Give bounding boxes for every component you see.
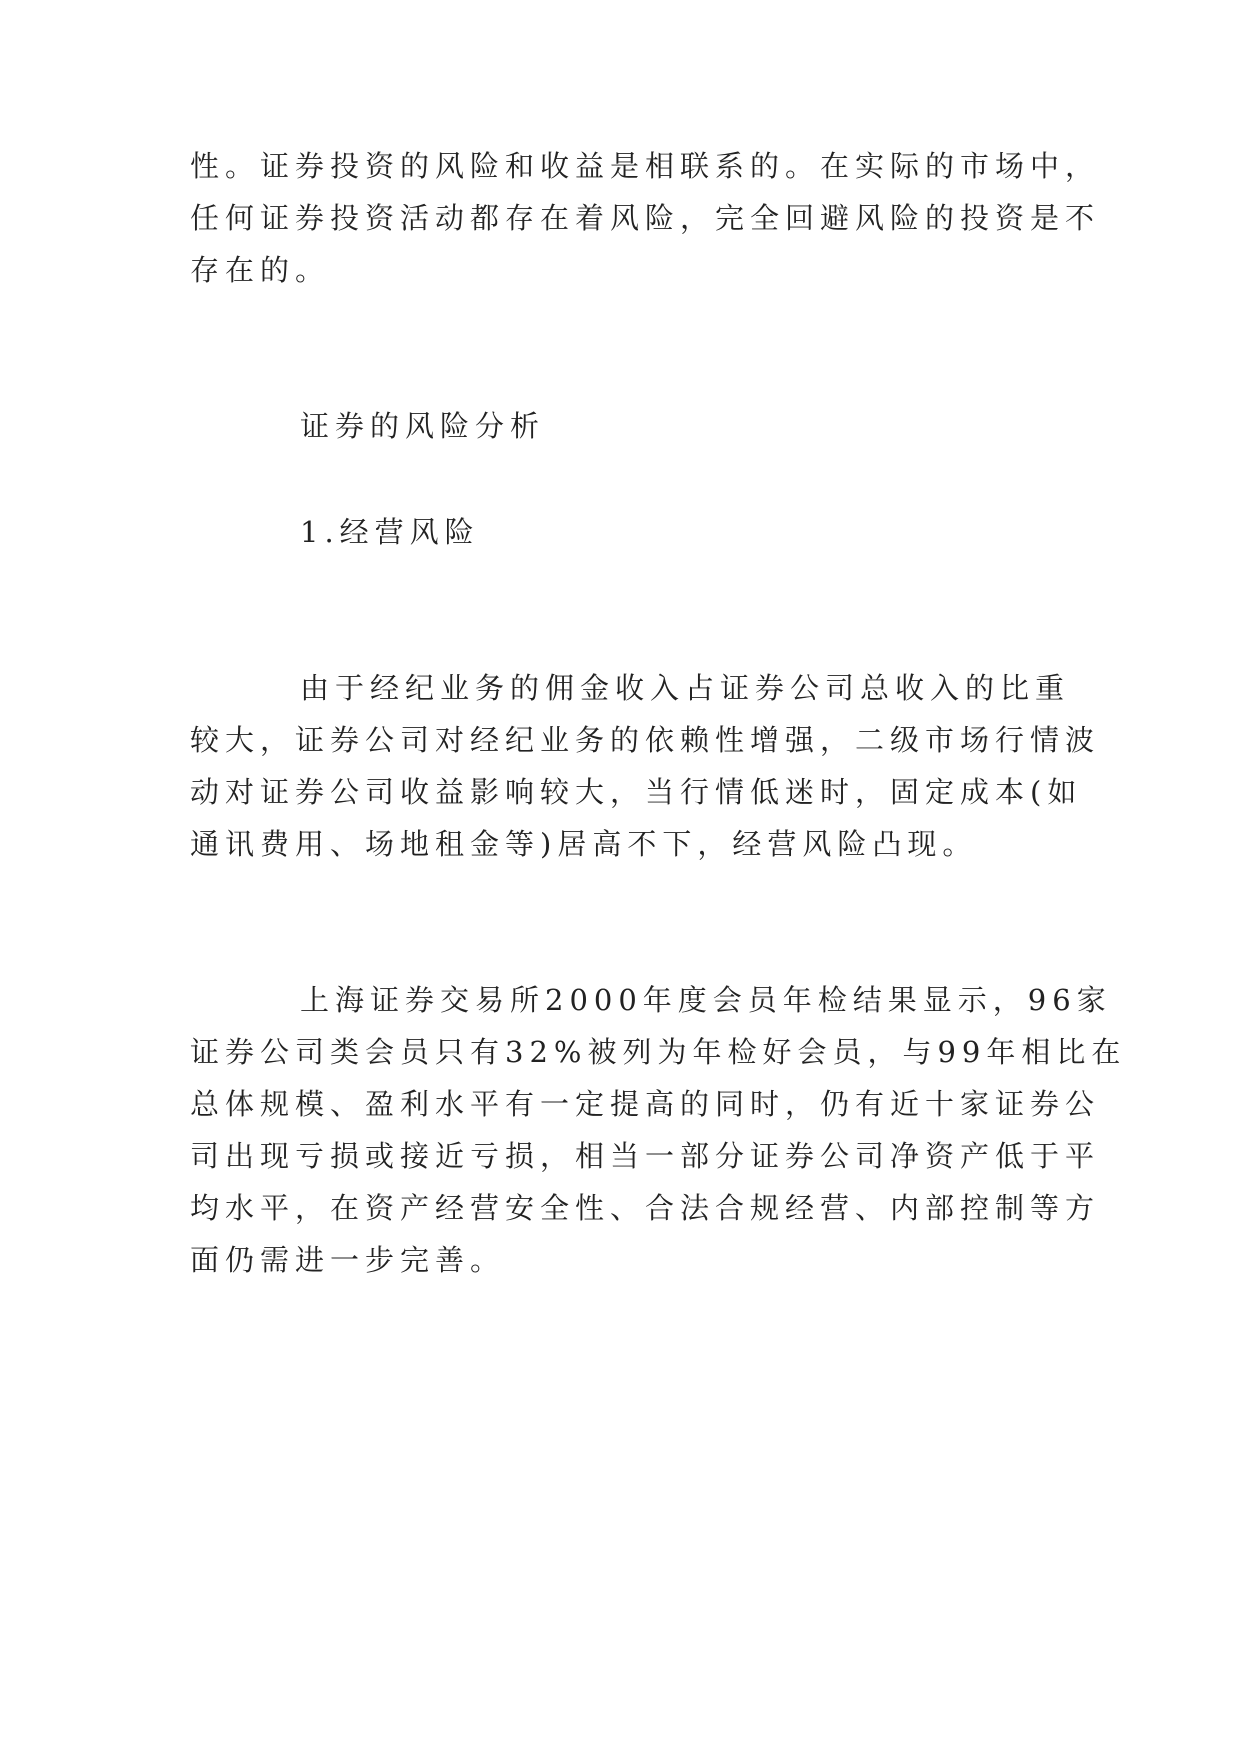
paragraph1-line-4: 通讯费用、场地租金等)居高不下，经营风险凸现。 [190,827,978,861]
paragraph2-line-5: 均水平，在资产经营安全性、合法合规经营、内部控制等方 [190,1191,1101,1225]
section-heading: 证券的风险分析 [300,409,546,443]
subsection-heading: 1.经营风险 [300,515,480,549]
intro-line-3: 存在的。 [190,253,331,287]
paragraph2-line-1: 上海证券交易所2000年度会员年检结果显示，96家 [300,983,1112,1017]
paragraph2-line-6: 面仍需进一步完善。 [190,1243,506,1277]
intro-line-2: 任何证券投资活动都存在着风险，完全回避风险的投资是不 [190,201,1101,235]
paragraph1-line-2: 较大，证券公司对经纪业务的依赖性增强，二级市场行情波 [190,723,1101,757]
paragraph1-line-1: 由于经纪业务的佣金收入占证券公司总收入的比重 [300,671,1071,705]
paragraph2-line-2: 证券公司类会员只有32%被列为年检好会员，与99年相比在 [190,1035,1127,1069]
paragraph1-line-3: 动对证券公司收益影响较大，当行情低迷时，固定成本(如 [190,775,1083,809]
intro-line-1: 性。证券投资的风险和收益是相联系的。在实际的市场中， [190,149,1101,183]
paragraph2-line-4: 司出现亏损或接近亏损，相当一部分证券公司净资产低于平 [190,1139,1101,1173]
paragraph2-line-3: 总体规模、盈利水平有一定提高的同时，仍有近十家证券公 [190,1087,1101,1121]
